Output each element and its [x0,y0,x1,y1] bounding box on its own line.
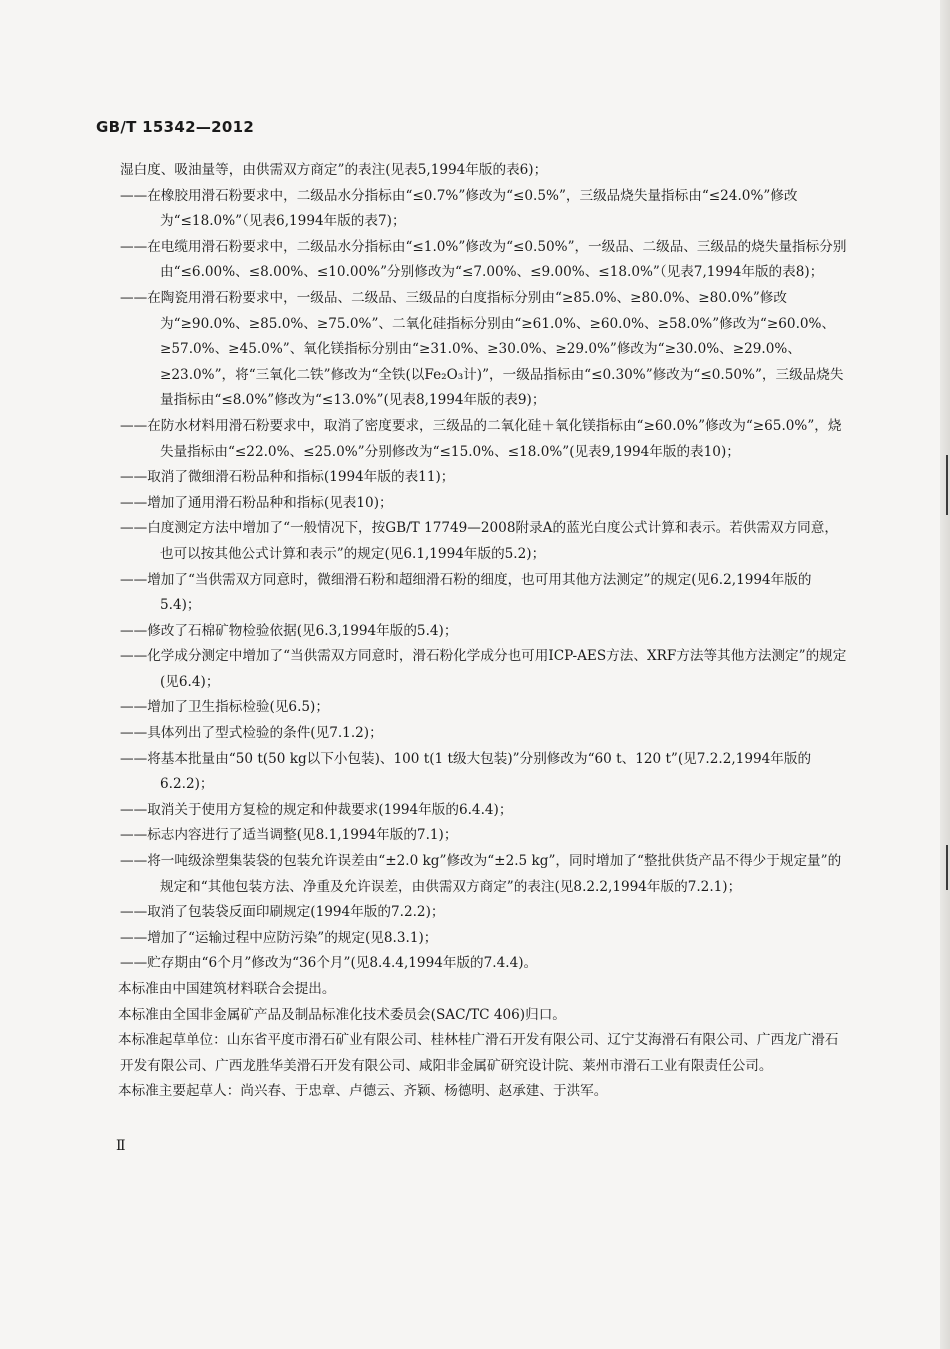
scan-edge [940,0,950,1349]
change-item: ——增加了“运输过程中应防污染”的规定(见8.3.1)； [120,929,438,946]
continuation-line: 湿白度、吸油量等，由供需双方商定”的表注(见表5,1994年版的表6)； [120,162,548,178]
change-item: ——修改了石棉矿物检验依据(见6.3,1994年版的5.4)； [120,622,458,639]
change-item: ——将一吨级涂塑集装袋的包装允许误差由“±2.0 kg”修改为“±2.5 kg”，同时增加了“整批供货产品不得少于规定量”的规定和“其他包装方法、净重及允许误差，由供需双方商定”的表注(见8.2.2,1994年版的7.2.1)； [120,853,842,895]
change-item: ——标志内容进行了适当调整(见8.1,1994年版的7.1)； [120,827,458,844]
change-item: ——化学成分测定中增加了“当供需双方同意时，滑石粉化学成分也可用ICP-AES方法、XRF方法等其他方法测定”的规定(见6.4)； [120,648,847,690]
change-item: ——具体列出了型式检验的条件(见7.1.2)； [120,725,383,742]
standard-proposer: 本标准由中国建筑材料联合会提出。 [118,981,336,997]
change-item: ——在电缆用滑石粉要求中，二级品水分指标由“≤1.0%”修改为“≤0.50%”，一级品、二级品、三级品的烧失量指标分别由“≤6.00%、≤8.00%、≤10.00%”分别修改为“≤7.00%、≤9.00%、≤18.0%”（见表7,1994年版的表8)； [120,238,847,281]
main-drafters: 本标准主要起草人：尚兴春、于忠章、卢德云、齐颖、杨德明、赵承建、于洪军。 [118,1083,608,1100]
change-item: ——在陶瓷用滑石粉要求中，一级品、二级品、三级品的白度指标分别由“≥85.0%、≥80.0%、≥80.0%”修改为“≥90.0%、≥85.0%、≥75.0%”、二氧化硅指标分别由“≥61.0%、≥60.0%、≥58.0%”修改为“≥60.0%、≥57.0%、≥45.0%”、氧化镁指标分别由“≥31.0%、≥30.0%、≥29.0%”修改为“≥30.0%、≥29.0%、≥23.0%”，将“三氧化二铁”修改为“全铁(以Fe₂O₃计)”，一级品指标由“≤0.30%”修改为“≤0.50%”，三级品烧失量指标由“≤8.0%”修改为“≤13.0%”(见表8,1994年版的表9)； [120,289,844,409]
document-id: GB/T 15342—2012 [96,118,255,136]
scan-mark [946,455,948,515]
change-item: ——在橡胶用滑石粉要求中，二级品水分指标由“≤0.7%”修改为“≤0.5%”，三级品烧失量指标由“≤24.0%”修改为“≤18.0%”（见表6,1994年版的表7)； [120,187,798,230]
drafting-units: 本标准起草单位：山东省平度市滑石矿业有限公司、桂林桂广滑石开发有限公司、辽宁艾海滑石有限公司、广西龙广滑石开发有限公司、广西龙胜华美滑石开发有限公司、咸阳非金属矿研究设计院、莱州市滑石工业有限责任公司。 [118,1032,839,1074]
change-item: ——取消关于使用方复检的规定和仲裁要求(1994年版的6.4.4)； [120,801,513,818]
change-item: ——增加了“当供需双方同意时，微细滑石粉和超细滑石粉的细度，也可用其他方法测定”的规定(见6.2,1994年版的5.4)； [120,571,812,614]
change-item: ——增加了卫生指标检验(见6.5)； [120,699,329,716]
change-item: ——取消了包装袋反面印刷规定(1994年版的7.2.2)； [120,904,445,921]
change-item: ——贮存期由“6个月”修改为“36个月”(见8.4.4,1994年版的7.4.4)。 [120,955,538,972]
document-body [120,158,850,1105]
standard-committee: 本标准由全国非金属矿产品及制品标准化技术委员会(SAC/TC 406)归口。 [118,1006,566,1023]
change-item: ——将基本批量由“50 t(50 kg以下小包装)、100 t(1 t级大包装)”分别修改为“60 t、120 t”(见7.2.2,1994年版的6.2.2)； [120,750,812,793]
scan-mark [946,845,948,890]
change-item: ——增加了通用滑石粉品种和指标(见表10)； [120,494,393,511]
change-item: ——白度测定方法中增加了“一般情况下，按GB/T 17749—2008附录A的蓝光白度公式计算和表示。若供需双方同意，也可以按其他公式计算和表示”的规定(见6.1,1994年版的5.2)； [120,520,838,562]
page-number: Ⅱ [116,1138,126,1154]
change-item: ——取消了微细滑石粉品种和指标(1994年版的表11)； [120,469,455,486]
change-item: ——在防水材料用滑石粉要求中，取消了密度要求，三级品的二氧化硅＋氧化镁指标由“≥60.0%”修改为“≥65.0%”，烧失量指标由“≤22.0%、≤25.0%”分别修改为“≤15.0%、≤18.0%”(见表9,1994年版的表10)； [120,417,842,460]
